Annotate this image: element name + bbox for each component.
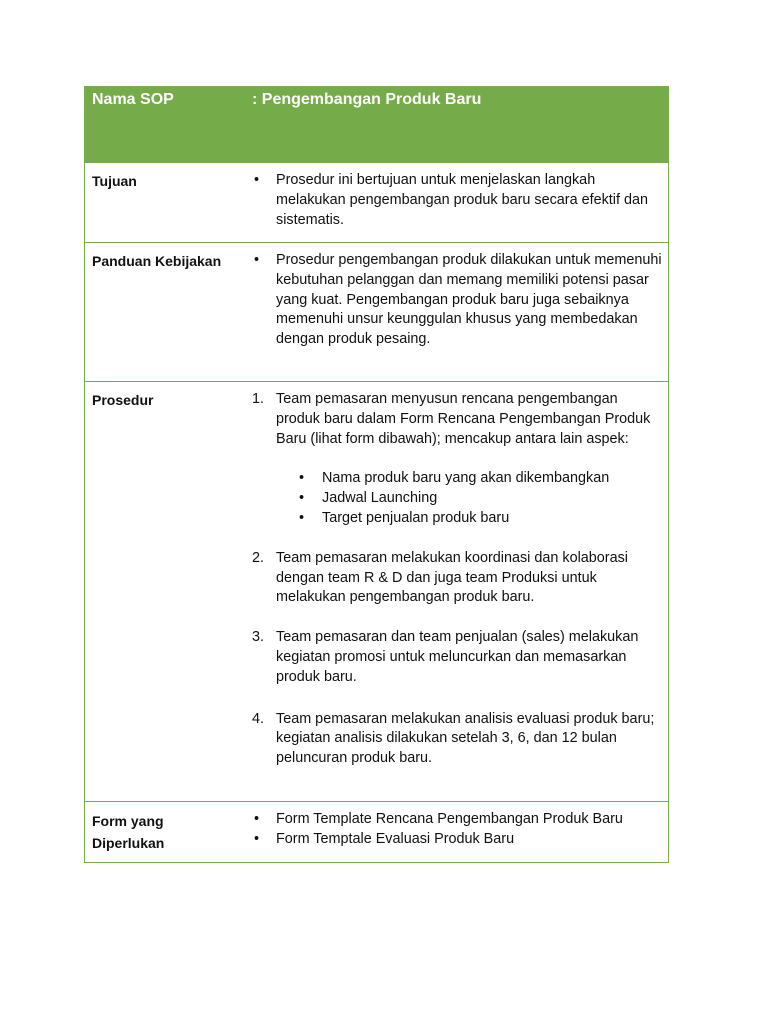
list-item: • Form Template Rencana Pengembangan Produk Baru (252, 810, 662, 830)
prosedur-content (248, 382, 668, 801)
form-list (252, 810, 662, 850)
sop-name-value: : Pengembangan Produk Baru (252, 91, 482, 108)
form-label-line1: Form yang (92, 813, 164, 829)
panduan-content (248, 243, 668, 381)
list-item: • Prosedur ini bertujuan untuk menjelaskan langkah melakukan pengembangan produk baru secara efektif dan sistematis. (252, 171, 662, 230)
list-item: • Nama produk baru yang akan dikembangkan (276, 469, 662, 489)
tujuan-row (85, 162, 668, 242)
step-text: Team pemasaran dan team penjualan (sales) melakukan kegiatan promosi untuk meluncurkan dan memasarkan produk baru. (276, 629, 639, 685)
tujuan-content (248, 163, 668, 242)
prosedur-steps (252, 390, 662, 769)
step-number: 2. (252, 549, 265, 566)
prosedur-step (252, 549, 662, 608)
list-item: • Form Temptale Evaluasi Produk Baru (252, 830, 662, 850)
prosedur-label: Prosedur (92, 392, 154, 408)
form-content (248, 802, 668, 862)
tujuan-label: Tujuan (92, 173, 137, 189)
panduan-list (252, 251, 662, 350)
step-text: Team pemasaran menyusun rencana pengembangan produk baru dalam Form Rencana Pengembangan Produk Baru (lihat form dibawah); mencakup antara lain aspek: (276, 391, 651, 447)
panduan-row (85, 242, 668, 381)
list-item: • Jadwal Launching (276, 489, 662, 509)
step-sublist (276, 469, 662, 528)
step-text: Team pemasaran melakukan analisis evaluasi produk baru; kegiatan analisis dilakukan setelah 3, 6, dan 12 bulan peluncuran produk baru. (276, 710, 655, 767)
tujuan-list (252, 171, 662, 230)
prosedur-step (252, 390, 662, 529)
prosedur-row (85, 381, 668, 801)
step-number: 1. (252, 391, 265, 407)
form-row (85, 801, 668, 862)
prosedur-step (252, 628, 662, 687)
form-label-line2: Diperlukan (92, 835, 165, 851)
sop-name-label: Nama SOP (92, 91, 174, 108)
form-label (85, 802, 248, 862)
panduan-label: Panduan Kebijakan (92, 253, 222, 269)
step-number: 4. (252, 710, 265, 727)
step-number: 3. (252, 629, 265, 646)
step-text: Team pemasaran melakukan koordinasi dan kolaborasi dengan team R & D dan juga team Produksi untuk melakukan pengembangan produk baru. (276, 549, 628, 606)
list-item: • Target penjualan produk baru (276, 509, 662, 529)
sop-table (84, 86, 669, 863)
prosedur-step (252, 710, 662, 769)
list-item: • Prosedur pengembangan produk dilakukan untuk memenuhi kebutuhan pelanggan dan memang memiliki potensi pasar yang kuat. Pengembangan produk baru juga sebaiknya memenuhi unsur keunggulan khusus yang membedakan dengan produk pesaing. (252, 251, 662, 350)
sop-header-row (85, 87, 668, 162)
